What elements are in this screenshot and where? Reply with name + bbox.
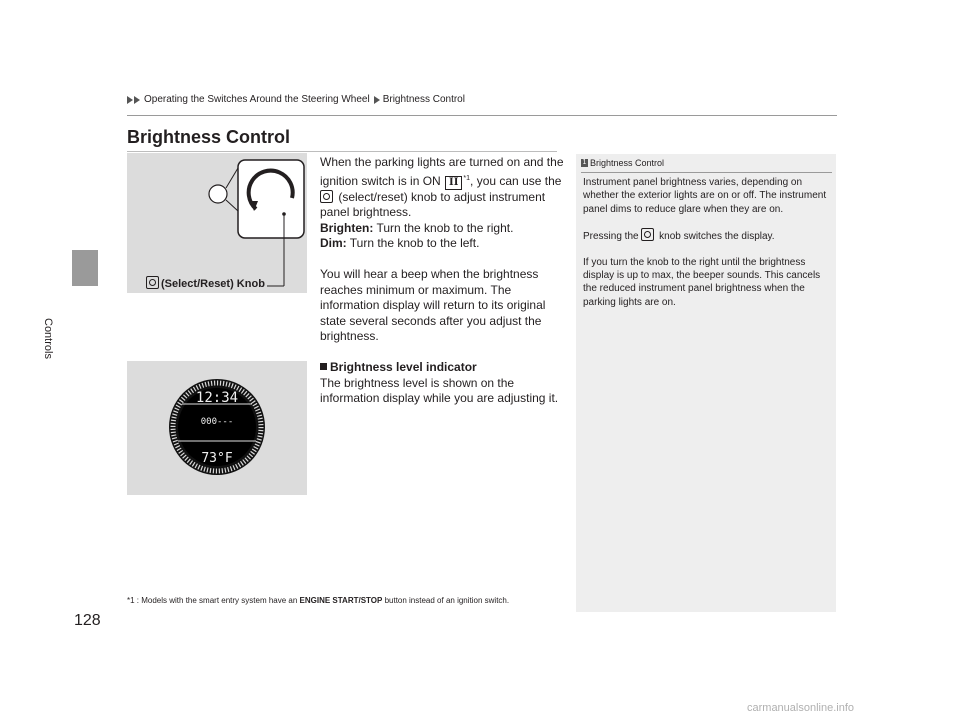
- intro-paragraph: When the parking lights are turned on and the ignition switch is in ON II $^{*1}$, you can use the (select/reset) knob to adjust instrument panel brightness.: [320, 155, 564, 220]
- page-number: 128: [74, 612, 101, 629]
- display-temperature: 73°F: [201, 451, 233, 466]
- header-divider: [127, 115, 837, 116]
- knob-illustration: [127, 153, 307, 293]
- body-text: [320, 155, 565, 407]
- note-paragraph: Pressing the knob switches the display.: [583, 228, 827, 243]
- footnote: *1 : Models with the smart entry system have an ENGINE START/STOP button instead of an ignition switch.: [127, 596, 510, 605]
- knob-label-text: (Select/Reset) Knob: [161, 278, 265, 290]
- display-drawing: [127, 361, 307, 495]
- notes-body: [583, 176, 827, 321]
- breadcrumb-arrow-icon: [134, 96, 140, 104]
- select-reset-knob-icon: [146, 276, 159, 289]
- knob-figure-label: [146, 276, 265, 290]
- footnote-ref[interactable]: *1: [463, 174, 471, 182]
- breadcrumb-item-brightness[interactable]: Brightness Control: [382, 94, 465, 105]
- brighten-instruction: Brighten: Turn the knob to the right.: [320, 220, 514, 235]
- page-title: Brightness Control: [127, 127, 291, 147]
- display-clock: 12:34: [195, 390, 239, 406]
- display-brightness-level: 000---: [200, 417, 234, 427]
- indicator-paragraph: The brightness level is shown on the information display while you are adjusting it.: [320, 375, 559, 406]
- callout-line: [226, 168, 238, 188]
- bullet-square-icon: [320, 363, 327, 370]
- ignition-position-key: II: [445, 176, 462, 190]
- knob-locator-circle: [209, 185, 227, 203]
- chapter-tab-marker: [72, 250, 98, 286]
- note-paragraph: If you turn the knob to the right until the brightness display is up to max, the beeper sounds. This cancels the reduced instrument panel brightness when the parking lights are on.: [583, 256, 821, 308]
- select-reset-knob-icon: [320, 190, 333, 203]
- notes-divider: [581, 172, 832, 173]
- breadcrumb: [127, 94, 465, 105]
- knob-drawing: [127, 153, 307, 293]
- dim-instruction: Dim: Turn the knob to the left.: [320, 236, 480, 251]
- select-reset-knob-icon: [641, 228, 654, 241]
- callout-line: [226, 200, 238, 211]
- display-illustration: [127, 361, 307, 495]
- note-number-badge: 1: [582, 159, 587, 166]
- section-subheading: Brightness level indicator: [320, 360, 565, 376]
- breadcrumb-arrow-icon: [127, 96, 133, 104]
- watermark[interactable]: carmanualsonline.info: [747, 702, 855, 714]
- breadcrumb-item-switches[interactable]: Operating the Switches Around the Steering Wheel: [144, 94, 370, 105]
- chapter-tab-label: Controls: [42, 318, 54, 359]
- note-paragraph: Instrument panel brightness varies, depending on whether the exterior lights are on or off. The instrument panel dims to reduce glare when they are on.: [583, 177, 827, 215]
- title-divider: [127, 151, 557, 152]
- notes-heading: 1 Brightness Control: [582, 158, 665, 168]
- beep-paragraph: You will hear a beep when the brightness reaches minimum or maximum. The information display will return to its original state several seconds after you adjust the brightness.: [320, 266, 546, 344]
- breadcrumb-arrow-icon: [374, 96, 380, 104]
